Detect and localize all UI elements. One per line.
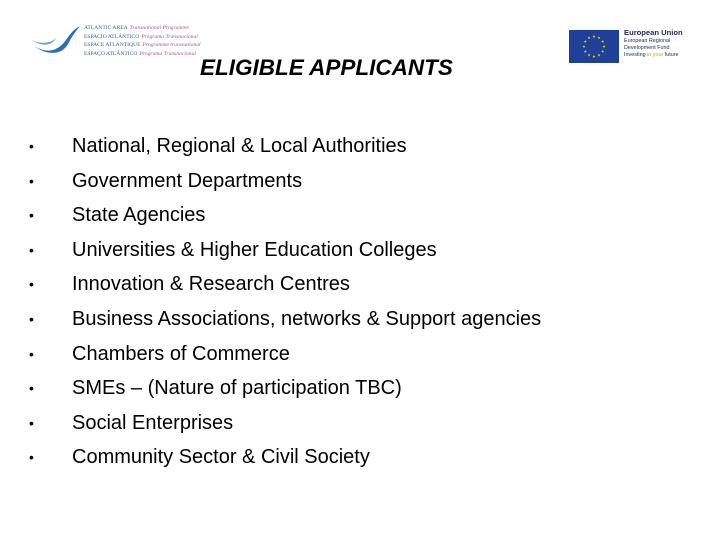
- logo-line-1: ATLANTIC AREA Transnational Programme: [84, 25, 189, 31]
- bullet-icon: •: [29, 207, 34, 224]
- bullet-icon: •: [29, 380, 34, 397]
- list-item: [0, 129, 690, 164]
- list-item: [0, 267, 690, 302]
- eu-logo-line-2: Development Fund: [624, 45, 670, 52]
- list-item-text: SMEs – (Nature of participation TBC): [72, 377, 402, 400]
- bullet-icon: •: [29, 449, 34, 466]
- bullet-icon: •: [29, 345, 34, 362]
- bullet-icon: •: [29, 414, 34, 431]
- list-item: [0, 164, 690, 199]
- bullet-icon: •: [29, 241, 34, 258]
- list-item-text: Universities & Higher Education Colleges: [72, 238, 437, 261]
- eu-logo-title: European Union: [624, 28, 683, 37]
- bullet-icon: •: [29, 172, 34, 189]
- list-item-text: Community Sector & Civil Society: [72, 446, 370, 469]
- list-item: [0, 233, 690, 268]
- list-item-text: Government Departments: [72, 169, 303, 192]
- list-item: [0, 406, 690, 441]
- logo-line-3: ESPACE ATLANTIQUE Programme transnational: [84, 42, 201, 49]
- list-item-text: State Agencies: [72, 204, 206, 227]
- list-item-text: National, Regional & Local Authorities: [72, 135, 407, 157]
- list-item-text: Chambers of Commerce: [72, 342, 290, 365]
- bullet-icon: •: [29, 310, 34, 327]
- eu-logo-line-1: European Regional: [624, 38, 671, 44]
- list-item-text: Business Associations, networks & Support agencies: [72, 307, 542, 330]
- list-item: [0, 198, 690, 233]
- slide-title: ELIGIBLE APPLICANTS: [200, 55, 453, 80]
- list-item: [0, 337, 690, 372]
- eligible-applicants-list: [0, 129, 690, 475]
- list-item: [0, 371, 690, 406]
- logo-line-2: ESPACIO ATLÁNTICO Programa Transnacional: [84, 33, 198, 40]
- eu-logo-line-3: Investing in your future: [624, 52, 679, 59]
- bullet-icon: •: [29, 276, 34, 293]
- list-item-text: Social Enterprises: [72, 411, 234, 434]
- logo-line-4: ESPAÇO ATLÂNTICO Programa Transnacional: [84, 50, 196, 57]
- bullet-icon: •: [29, 138, 34, 154]
- list-item: [0, 302, 690, 337]
- list-item: [0, 440, 690, 475]
- list-item-text: Innovation & Research Centres: [72, 273, 350, 296]
